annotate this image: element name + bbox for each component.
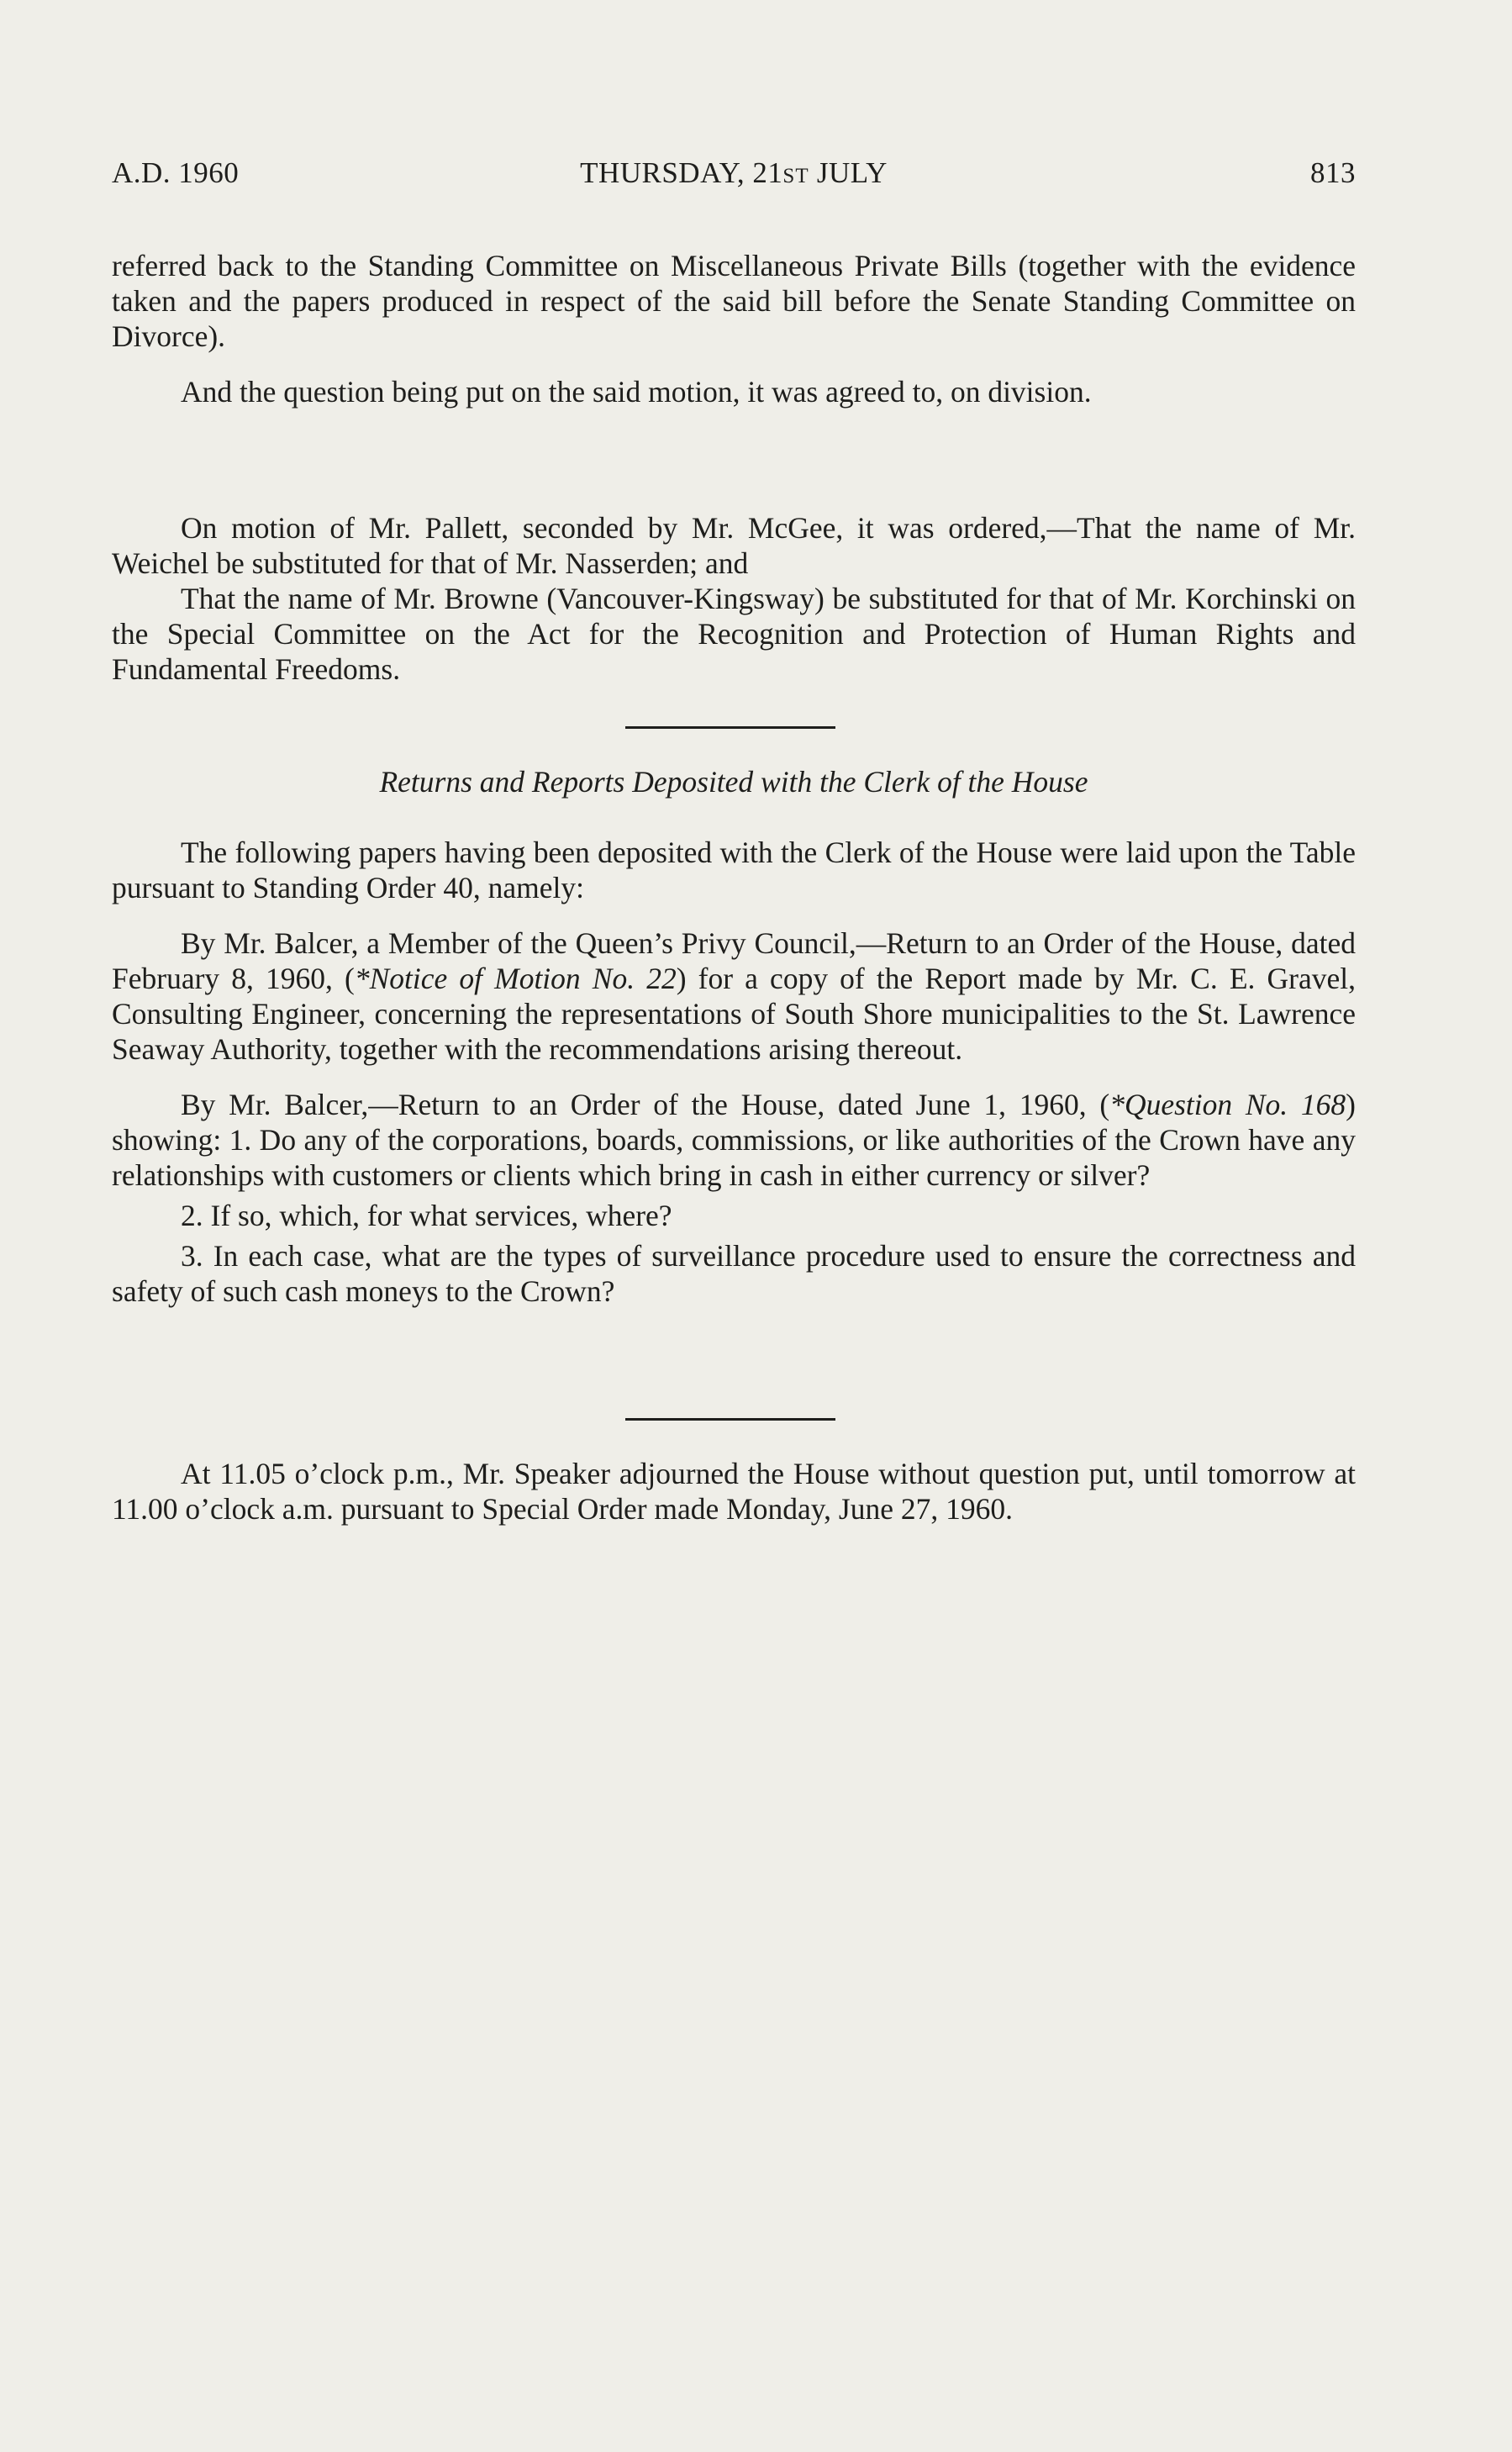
return-gravel-text-a: By Mr. Balcer, a Member of the Queen’s Privy Council,—Return to an Order of the House, dated February 8, 1960, ( — [112, 926, 1356, 995]
paragraph-return-gravel — [112, 925, 1356, 1067]
page-number: 813 — [1310, 156, 1356, 189]
paragraph-papers-intro: The following papers having been deposited with the Clerk of the House were laid upon the Table pursuant to Standing Order 40, namely: — [112, 836, 1356, 904]
notice-of-motion-ref: *Notice of Motion No. 22 — [354, 962, 677, 995]
question-ref: *Question No. 168 — [1109, 1088, 1346, 1121]
header-day: THURSDAY, 21 — [580, 156, 783, 189]
paragraph-question-agreed: And the question being put on the said motion, it was agreed to, on division. — [181, 375, 1092, 409]
adjournment-block — [112, 1456, 1356, 1527]
paragraph-motion-pallett: On motion of Mr. Pallett, seconded by Mr. McGee, it was ordered,—That the name of Mr. Weichel be substituted for that of Mr. Nasserden; and — [112, 511, 1356, 580]
paragraph-adjournment: At 11.05 o’clock p.m., Mr. Speaker adjourned the House without question put, until tomorrow at 11.00 o’clock a.m. pursuant to Special Order made Monday, June 27, 1960. — [112, 1457, 1356, 1526]
header-year: A.D. 1960 — [112, 156, 240, 189]
header-month: JULY — [816, 156, 888, 189]
closing-divider-rule — [625, 1418, 835, 1421]
return-question-text-a: By Mr. Balcer,—Return to an Order of the House, dated June 1, 1960, ( — [181, 1088, 1110, 1121]
paragraph-question-3: 3. In each case, what are the types of surveillance procedure used to ensure the correctness and safety of such cash moneys to the Crown? — [112, 1239, 1356, 1308]
running-head — [112, 156, 1356, 197]
section-heading: Returns and Reports Deposited with the Clerk of the House — [379, 765, 1088, 799]
paragraph-browne-substitution: That the name of Mr. Browne (Vancouver-Kingsway) be substituted for that of Mr. Korchinski on the Special Committee on the Act for the Recognition and Protection of Human Rights and Fundamental Freedoms. — [112, 582, 1356, 686]
returns-block — [112, 835, 1356, 1309]
section-divider-rule — [625, 726, 835, 729]
header-date — [112, 156, 1356, 190]
substitution-motion-block — [112, 510, 1356, 687]
return-question-text-b: ) showing: 1. Do any of the corporations, boards, commissions, or like authorities of the Crown have any relationships with customers or clients which bring in cash in either currency or silver? — [112, 1088, 1356, 1192]
paragraph-referred-back: referred back to the Standing Committee on Miscellaneous Private Bills (together with the evidence taken and the papers produced in respect of the said bill before the Senate Standing Committee on Divorce). — [112, 249, 1356, 353]
paragraph-return-question — [112, 1087, 1356, 1193]
header-ordinal: ST — [782, 165, 809, 187]
return-gravel-text-b: ) for a copy of the Report made by Mr. C. E. Gravel, Consulting Engineer, concerning the representations of South Shore municipalities to the St. Lawrence Seaway Authority, together with the recommendations arising thereout. — [112, 962, 1356, 1066]
paragraph-question-2: 2. If so, which, for what services, where? — [181, 1199, 672, 1232]
continued-motion-block — [112, 248, 1356, 409]
